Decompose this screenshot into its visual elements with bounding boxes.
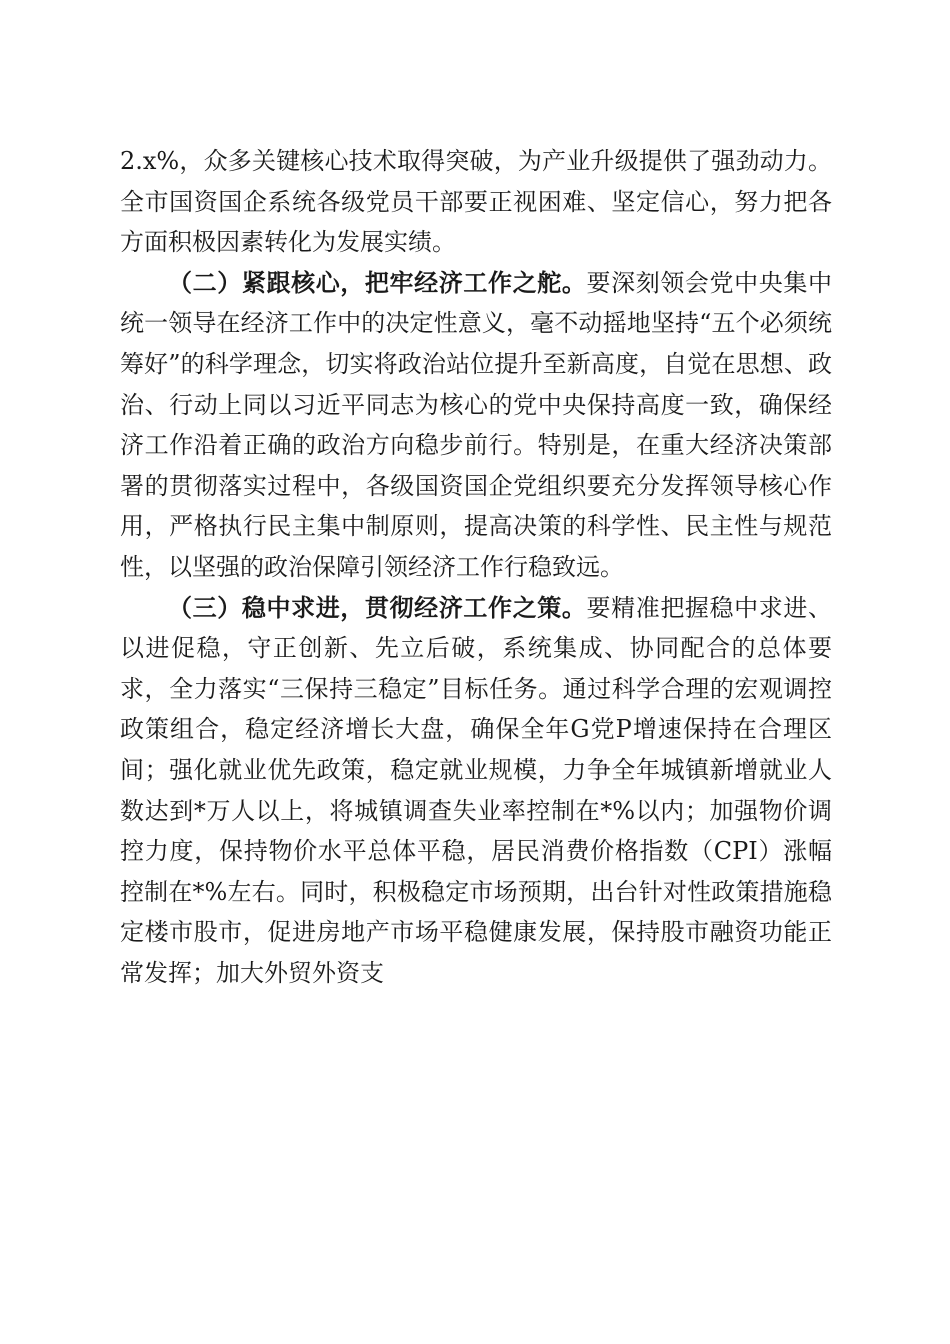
paragraph-continuation (120, 141, 832, 263)
document-body (120, 141, 832, 993)
section-three-heading: （三）稳中求进，贯彻经济工作之策。 (168, 592, 587, 622)
paragraph-section-three (120, 588, 832, 994)
section-two-body: 要深刻领会党中央集中统一领导在经济工作中的决定性意义，毫不动摇地坚持“五个必须统筹好”的科学理念，切实将政治站位提升至新高度，自觉在思想、政治、行动上同以习近平同志为核心的党中央保持高度一致，确保经济工作沿着正确的政治方向稳步前行。特别是，在重大经济决策部署的贯彻落实过程中，各级国资国企党组织要充分发挥领导核心作用，严格执行民主集中制原则，提高决策的科学性、民主性与规范性，以坚强的政治保障引领经济工作行稳致远。 (120, 268, 833, 581)
section-two-heading: （二）紧跟核心，把牢经济工作之舵。 (168, 267, 587, 297)
paragraph-continuation-text: 2.x%，众多关键核心技术取得突破，为产业升级提供了强劲动力。全市国资国企系统各级党员干部要正视困难、坚定信心，努力把各方面积极因素转化为发展实绩。 (120, 147, 832, 257)
section-three-body: 要精准把握稳中求进、以进促稳，守正创新、先立后破，系统集成、协同配合的总体要求，全力落实“三保持三稳定”目标任务。通过科学合理的宏观调控政策组合，稳定经济增长大盘，确保全年G党P增速保持在合理区间；强化就业优先政策，稳定就业规模，力争全年城镇新增就业人数达到*万人以上，将城镇调查失业率控制在*%以内；加强物价调控力度，保持物价水平总体平稳，居民消费价格指数（CPI）涨幅控制在*%左右。同时，积极稳定市场预期，出台针对性政策措施稳定楼市股市，促进房地产市场平稳健康发展，保持股市融资功能正常发挥；加大外贸外资支 (120, 593, 833, 987)
paragraph-section-two (120, 263, 832, 588)
